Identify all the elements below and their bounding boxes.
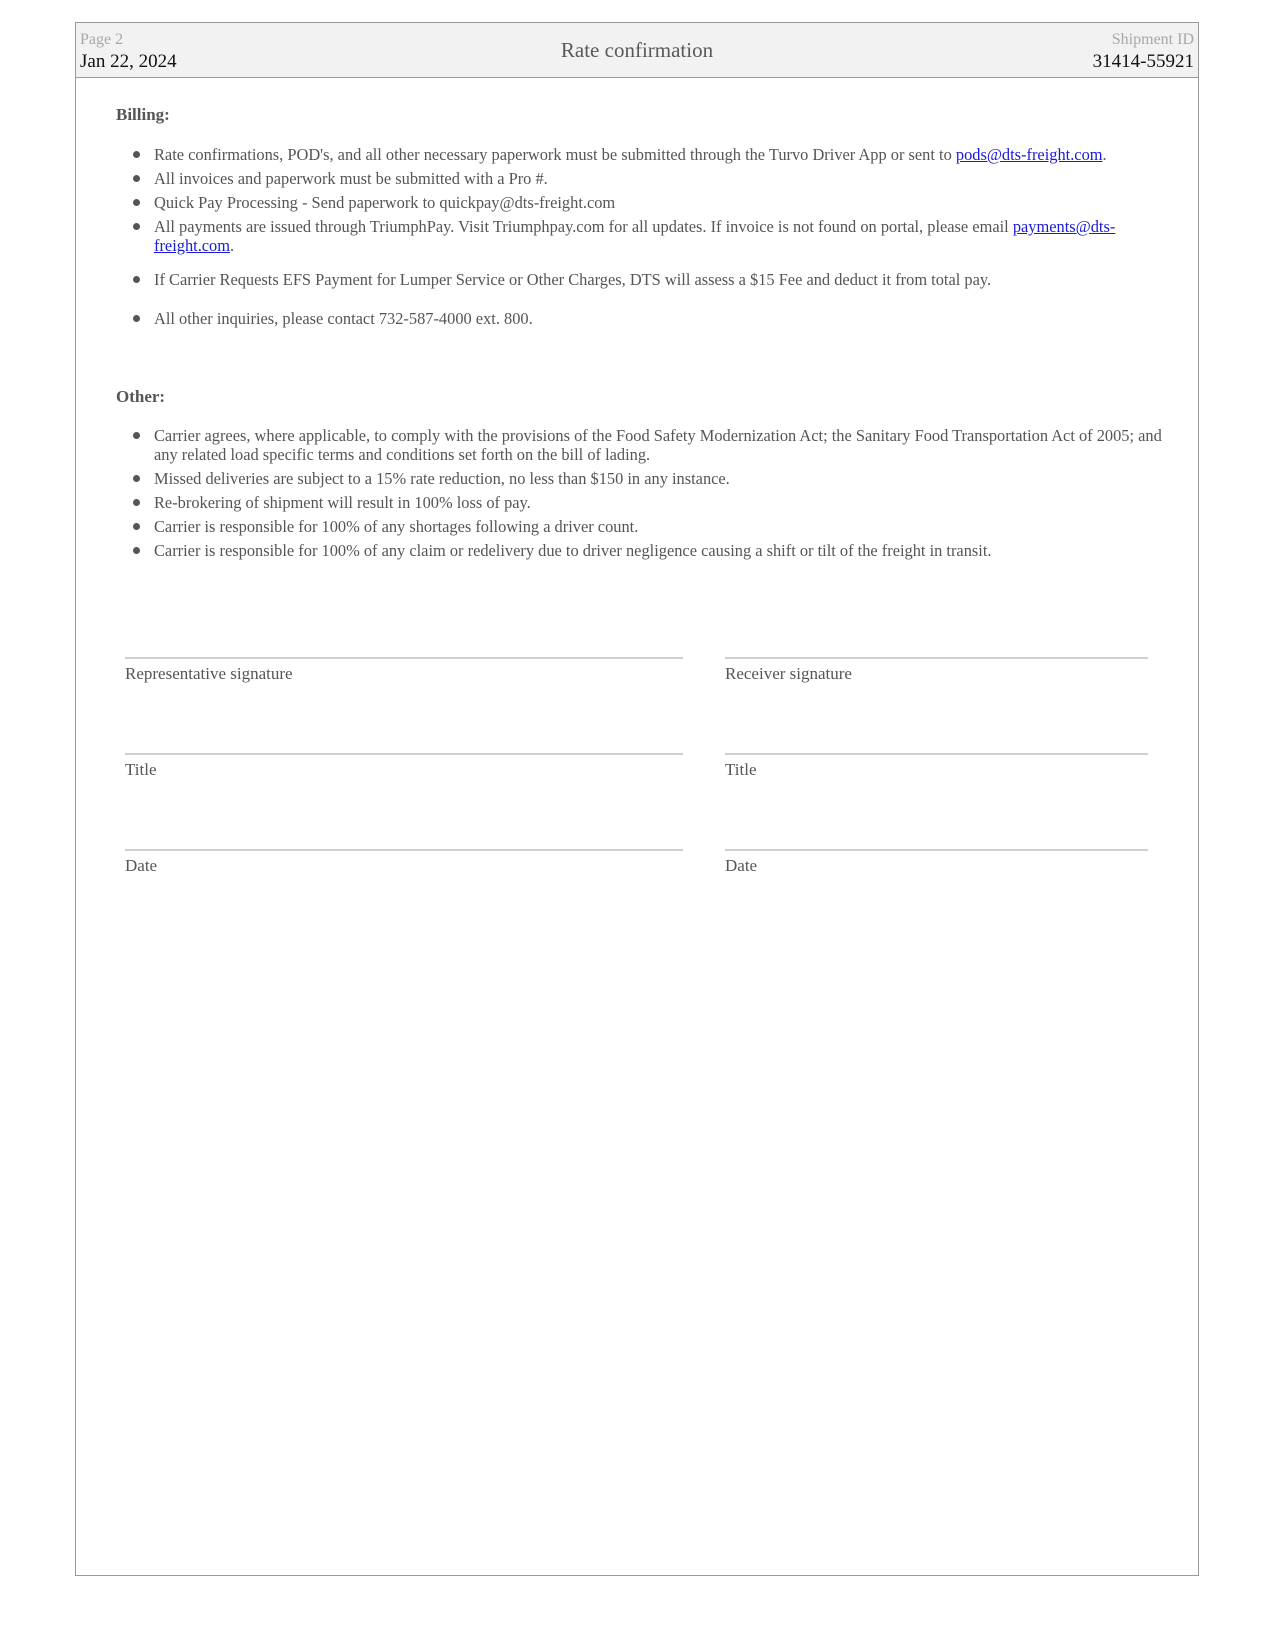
receiver-title-line[interactable] — [725, 753, 1148, 755]
bullet-icon — [133, 175, 140, 182]
bullet-icon — [133, 151, 140, 158]
billing-list — [116, 145, 1166, 328]
representative-date-label: Date — [125, 856, 158, 875]
representative-signature-line[interactable] — [125, 657, 683, 659]
document-date: Jan 22, 2024 — [80, 51, 177, 72]
receiver-title-label: Title — [725, 760, 757, 779]
list-item-text: Missed deliveries are subject to a 15% rate reduction, no less than $150 in any instance. — [154, 469, 730, 488]
list-item — [116, 309, 1166, 328]
list-item-text-end: . — [1102, 145, 1107, 164]
other-list — [116, 426, 1166, 560]
bullet-icon — [133, 223, 140, 230]
document-title: Rate confirmation — [560, 38, 714, 62]
bullet-icon — [133, 523, 140, 530]
other-heading: Other: — [116, 387, 166, 406]
bullet-icon — [133, 432, 140, 439]
list-item-text: All other inquiries, please contact 732-587-4000 ext. 800. — [154, 309, 533, 328]
representative-title-label: Title — [125, 760, 157, 779]
bullet-icon — [133, 199, 140, 206]
list-item-text: All payments are issued through TriumphPay. Visit Triumphpay.com for all updates. If invoice is not found on portal, please email — [154, 217, 1013, 236]
page-number: Page 2 — [80, 31, 124, 48]
list-item-text: Carrier agrees, where applicable, to comply with the provisions of the Food Safety Modernization Act; the Sanitary Food Transportation Act of 2005; and any related load specific terms and conditions set forth on the bill of lading. — [154, 426, 1162, 464]
list-item — [116, 217, 1166, 255]
representative-title-line[interactable] — [125, 753, 683, 755]
list-item-text: Carrier is responsible for 100% of any claim or redelivery due to driver negligence causing a shift or tilt of the freight in transit. — [154, 541, 992, 560]
representative-date-line[interactable] — [125, 849, 683, 851]
list-item-text: Re-brokering of shipment will result in 100% loss of pay. — [154, 493, 531, 512]
list-item — [116, 469, 1166, 488]
shipment-id-label: Shipment ID — [1111, 31, 1194, 48]
receiver-signature-label: Receiver signature — [725, 664, 852, 683]
receiver-date-line[interactable] — [725, 849, 1148, 851]
shipment-id: 31414-55921 — [1092, 51, 1194, 72]
document-page — [75, 22, 1199, 1576]
list-item-text: Carrier is responsible for 100% of any shortages following a driver count. — [154, 517, 639, 536]
list-item-text: Rate confirmations, POD's, and all other necessary paperwork must be submitted through the Turvo Driver App or sent to — [154, 145, 956, 164]
bullet-icon — [133, 499, 140, 506]
list-item — [116, 493, 1166, 512]
representative-signature-label: Representative signature — [125, 664, 293, 683]
list-item — [116, 270, 1166, 289]
page-header — [76, 23, 1198, 78]
bullet-icon — [133, 276, 140, 283]
list-item — [116, 169, 1166, 188]
bullet-icon — [133, 315, 140, 322]
list-item — [116, 426, 1166, 464]
bullet-icon — [133, 547, 140, 554]
receiver-signature-line[interactable] — [725, 657, 1148, 659]
payments-email-link[interactable]: payments@dts-freight.com — [154, 217, 1116, 255]
list-item-text-end: . — [230, 236, 235, 255]
bullet-icon — [133, 475, 140, 482]
list-item — [116, 145, 1166, 164]
list-item-text: Quick Pay Processing - Send paperwork to quickpay@dts-freight.com — [154, 193, 616, 212]
pods-email-link[interactable]: pods@dts-freight.com — [955, 145, 1103, 164]
list-item — [116, 541, 1166, 560]
billing-heading: Billing: — [116, 105, 170, 124]
list-item — [116, 517, 1166, 536]
list-item-text: If Carrier Requests EFS Payment for Lumper Service or Other Charges, DTS will assess a $15 Fee and deduct it from total pay. — [154, 270, 992, 289]
receiver-date-label: Date — [725, 856, 758, 875]
list-item-text: All invoices and paperwork must be submitted with a Pro #. — [154, 169, 548, 188]
list-item — [116, 193, 1166, 212]
